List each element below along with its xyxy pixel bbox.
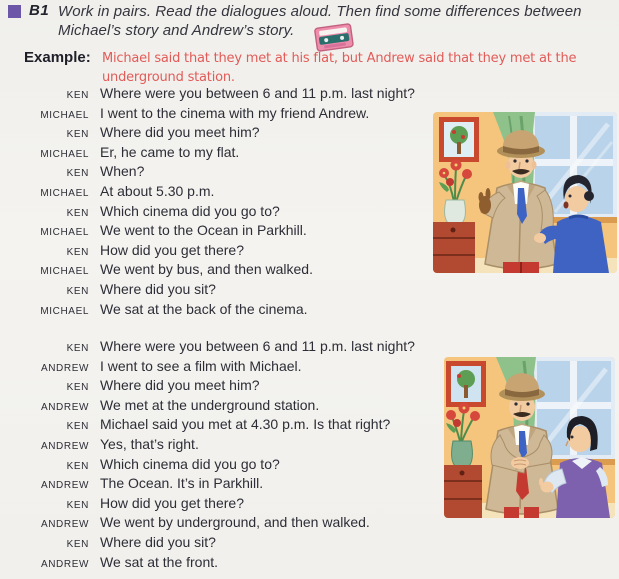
dialogue-text: Yes, that’s right. [100,435,199,452]
dialogue-text: We went by bus, and then walked. [100,261,313,278]
speaker-name: MICHAEL [40,227,89,239]
dialogue-text: We went by underground, and then walked. [100,514,370,531]
speaker-name: KEN [66,382,89,394]
speaker-name: KEN [66,90,89,101]
dialogue-line [0,456,480,476]
speaker-name: KEN [66,129,89,141]
dialogue-text: Where did you meet him? [100,377,260,394]
dialogue-line [0,534,480,554]
speaker-name: KEN [66,538,89,550]
dialogue-line [0,358,480,378]
speaker-name: MICHAEL [40,305,89,317]
michael-story-illustration [433,112,617,273]
dialogue-line [0,301,480,321]
dialogue-text: Where were you between 6 and 11 p.m. last night? [100,85,415,101]
section-bullet-square [8,5,21,18]
example-block [24,49,576,87]
dialogue-text: Where did you sit? [100,280,216,297]
dialogue-text: I went to the cinema with my friend Andrew. [100,104,370,121]
dialogue-text: We met at the underground station. [100,396,320,413]
dialogue-text: At about 5.30 p.m. [100,182,215,199]
dialogue-line [0,338,480,358]
dialogue-text: Where did you meet him? [100,124,260,141]
dialogue-line [0,377,480,397]
dialogue-line [0,495,480,515]
speaker-name: ANDREW [40,558,89,570]
example-answer-text [102,49,576,87]
dialogue-line [0,144,480,164]
dialogue-michael [0,85,480,320]
dialogue-text: We sat at the back of the cinema. [100,300,308,317]
dialogue-line [0,183,480,203]
dialogue-line [0,436,480,456]
speaker-name: MICHAEL [40,109,89,121]
speaker-name: MICHAEL [40,266,89,278]
dialogue-text: Er, he came to my flat. [100,143,240,160]
speaker-name: KEN [66,460,89,472]
speaker-name: KEN [66,246,89,258]
dialogue-line [0,514,480,534]
dialogue-line [0,85,480,105]
speaker-name: MICHAEL [40,148,89,160]
dialogue-line [0,124,480,144]
dialogue-text: How did you get there? [100,241,244,258]
dialogue-line [0,416,480,436]
speaker-name: ANDREW [40,480,89,492]
dialogue-text: Which cinema did you go to? [100,455,280,472]
speaker-name: ANDREW [40,440,89,452]
dialogue-text: How did you get there? [100,494,244,511]
speaker-name: ANDREW [40,362,89,374]
speaker-name: KEN [66,207,89,219]
dialogue-text: Michael said you met at 4.30 p.m. Is that right? [100,416,391,433]
example-line: underground station. [102,70,235,85]
speaker-name: KEN [66,499,89,511]
dialogue-text: The Ocean. It’s in Parkhill. [100,475,264,492]
dialogue-line [0,261,480,281]
dialogue-line [0,475,480,495]
dialogue-text: We went to the Ocean in Parkhill. [100,222,307,239]
dialogue-line [0,105,480,125]
example-label: Example: [24,49,91,66]
dialogue-line [0,242,480,262]
dialogue-line [0,397,480,417]
example-line: Michael said that they met at his flat, but Andrew said that they met at the [102,51,577,66]
dialogue-line [0,554,480,574]
section-label: B1 [29,2,50,19]
andrew-story-illustration [444,357,615,518]
dialogue-text: Where did you sit? [100,533,216,550]
speaker-name: KEN [66,285,89,297]
dialogue-line [0,281,480,301]
andrew-scene-drawing [444,357,615,518]
dialogue-line [0,222,480,242]
instruction-line: Work in pairs. Read the dialogues aloud. Then find some differences between [58,3,582,20]
dialogue-andrew [0,338,480,573]
speaker-name: ANDREW [40,401,89,413]
speaker-name: ANDREW [40,519,89,531]
dialogue-text: Which cinema did you go to? [100,202,280,219]
dialogue-text: When? [100,163,145,180]
speaker-name: KEN [66,168,89,180]
dialogue-line [0,203,480,223]
dialogue-text: I went to see a film with Michael. [100,357,302,374]
dialogue-text: We sat at the front. [100,553,219,570]
dialogue-line [0,163,480,183]
speaker-name: KEN [66,343,89,354]
speaker-name: MICHAEL [40,187,89,199]
instruction-line: Michael’s story and Andrew’s story. [58,22,295,39]
michael-flat-scene-drawing [433,112,617,273]
speaker-name: KEN [66,421,89,433]
dialogue-text: Where were you between 6 and 11 p.m. last night? [100,338,415,354]
